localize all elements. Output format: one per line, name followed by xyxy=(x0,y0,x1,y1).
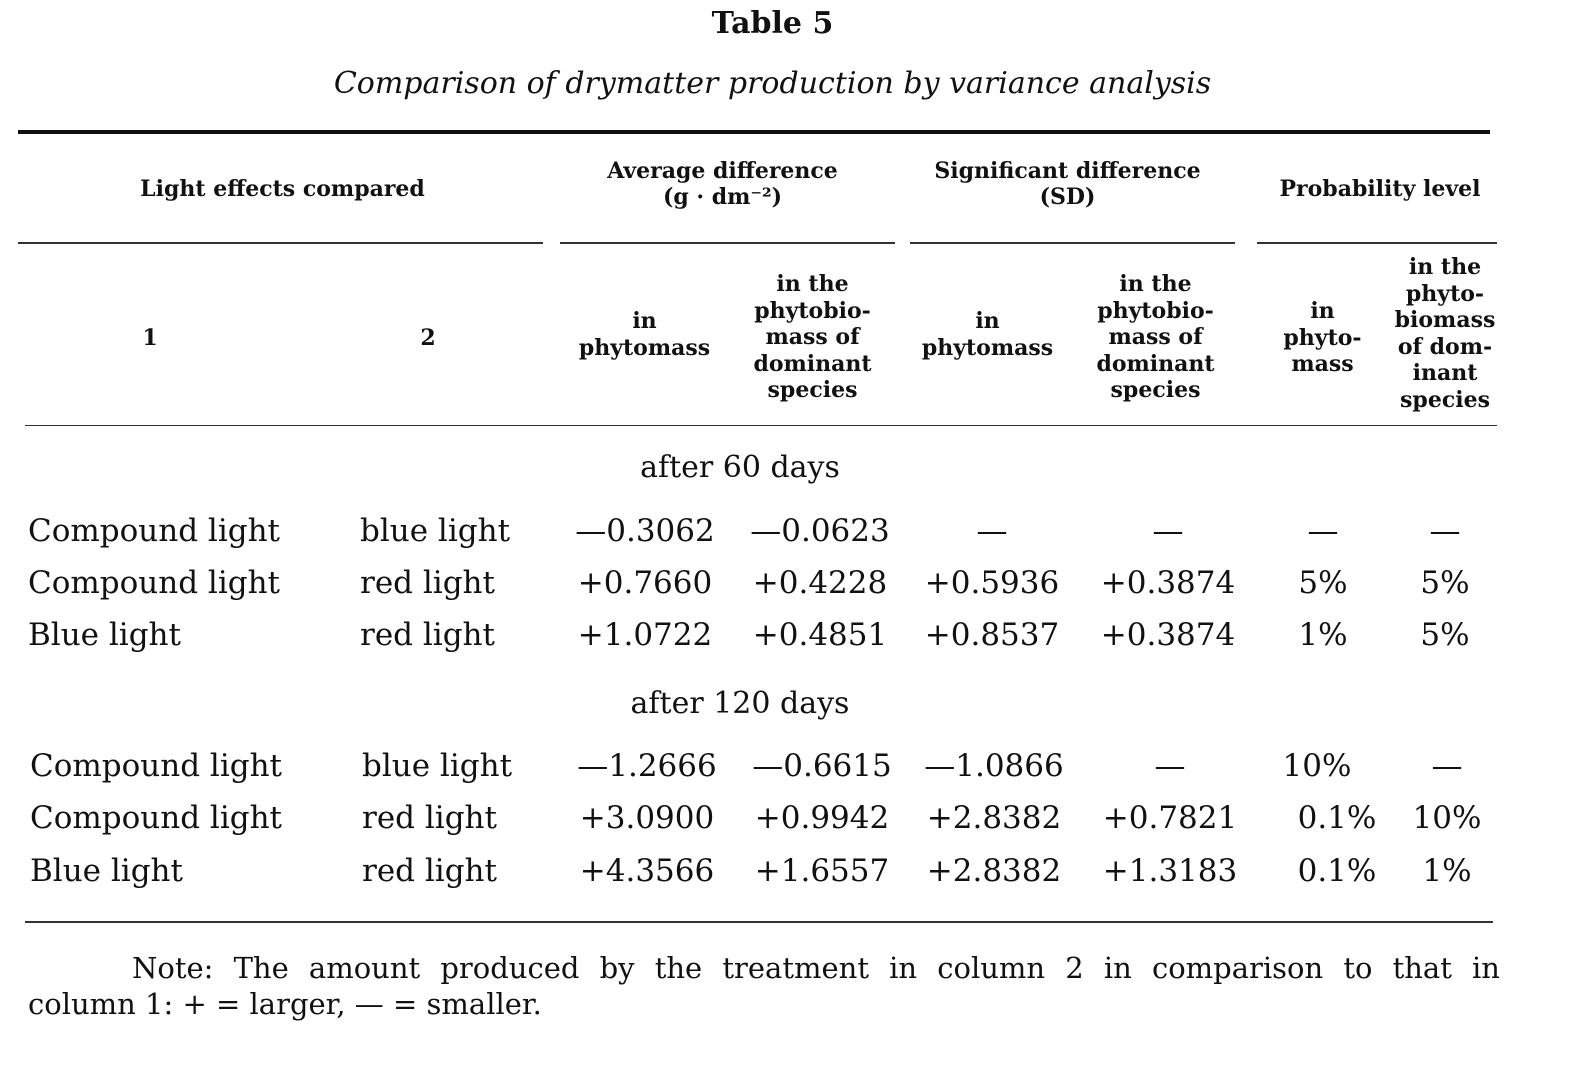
subheader-line: in the xyxy=(1119,271,1192,297)
subheader-line: dominant xyxy=(753,350,872,377)
subheader-line: in the xyxy=(776,271,849,297)
row-120-1-sd-dominant: — xyxy=(1154,748,1186,784)
subheader-avg-in-phytobiomass-dominant xyxy=(740,271,885,404)
row-120-2-col1: Compound light xyxy=(30,800,283,836)
row-120-3-sd-phytomass: +2.8382 xyxy=(926,853,1062,889)
table-title: Table 5 xyxy=(711,6,834,41)
row-120-3-col1: Blue light xyxy=(30,853,183,889)
row-60-2-sd-phytomass: +0.5936 xyxy=(924,565,1060,601)
subheader-line: mass xyxy=(1291,351,1354,377)
row-120-3-avg-dominant: +1.6557 xyxy=(754,853,890,889)
row-60-2-col1: Compound light xyxy=(28,565,281,601)
header-rule-average xyxy=(560,242,895,244)
row-60-1-col2: blue light xyxy=(360,513,511,549)
subheader-line: mass of xyxy=(765,324,860,350)
row-60-3-p-phytomass: 1% xyxy=(1298,617,1348,653)
row-60-1-col1: Compound light xyxy=(28,513,281,549)
header-significant-difference-line1: Significant difference xyxy=(934,158,1201,184)
row-60-2-sd-dominant: +0.3874 xyxy=(1100,565,1236,601)
subheader-line: phyto- xyxy=(1283,324,1362,351)
header-significant-difference xyxy=(905,158,1230,210)
row-120-2-sd-phytomass: +2.8382 xyxy=(926,800,1062,836)
subheader-line: phytomass xyxy=(578,334,711,361)
subheader-line: biomass xyxy=(1394,307,1496,333)
subheader-line: phytobio- xyxy=(754,297,871,324)
row-60-1-avg-dominant: —0.0623 xyxy=(750,513,890,549)
row-120-3-p-dominant: 1% xyxy=(1422,853,1472,889)
row-120-1-col1: Compound light xyxy=(30,748,283,784)
subheader-line: phytobio- xyxy=(1097,297,1214,324)
subheader-line: in xyxy=(1310,298,1335,324)
subheader-col1: 1 xyxy=(142,325,158,351)
row-120-2-sd-dominant: +0.7821 xyxy=(1102,800,1238,836)
row-60-2-avg-phytomass: +0.7660 xyxy=(577,565,713,601)
subheader-line: in the xyxy=(1408,254,1482,280)
subheader-line: phytomass xyxy=(921,334,1054,361)
subheader-sd-in-phytobiomass-dominant xyxy=(1083,271,1228,404)
subheader-line: species xyxy=(767,377,858,403)
section-label-120-days: after 120 days xyxy=(630,686,850,721)
row-120-3-avg-phytomass: +4.3566 xyxy=(579,853,715,889)
row-120-1-sd-phytomass: —1.0866 xyxy=(924,748,1064,784)
subheader-line: of dom- xyxy=(1397,333,1493,360)
top-rule xyxy=(18,130,1490,134)
row-120-1-avg-dominant: —0.6615 xyxy=(752,748,892,784)
subheader-prob-in-phytomass xyxy=(1270,298,1375,378)
row-60-1-p-dominant: — xyxy=(1429,513,1461,549)
row-120-2-p-dominant: 10% xyxy=(1412,800,1482,836)
subheader-line: species xyxy=(1110,377,1201,403)
row-60-1-p-phytomass: — xyxy=(1307,513,1339,549)
row-120-1-col2: blue light xyxy=(362,748,513,784)
note-line-1: Note: The amount produced by the treatment in column 2 in comparison to that in xyxy=(132,951,1500,985)
subheader-line: in xyxy=(975,308,1000,334)
subheader-col2: 2 xyxy=(420,325,436,351)
row-120-2-p-phytomass: 0.1% xyxy=(1297,800,1377,836)
subheader-sd-in-phytomass xyxy=(915,308,1060,361)
table-bottom-rule xyxy=(25,921,1493,923)
row-120-2-avg-phytomass: +3.0900 xyxy=(579,800,715,836)
row-120-3-sd-dominant: +1.3183 xyxy=(1102,853,1238,889)
header-rule-significant xyxy=(910,242,1235,244)
section-label-60-days: after 60 days xyxy=(640,450,840,485)
subheader-line: inant xyxy=(1412,360,1478,386)
row-60-2-avg-dominant: +0.4228 xyxy=(752,565,888,601)
row-60-3-p-dominant: 5% xyxy=(1420,617,1470,653)
subheader-line: dominant xyxy=(1096,350,1215,377)
row-60-2-col2: red light xyxy=(360,565,495,601)
header-average-difference xyxy=(560,158,885,210)
subheader-line: phyto- xyxy=(1405,280,1485,307)
header-average-difference-line2: (g · dm⁻²) xyxy=(662,184,783,210)
row-60-3-sd-dominant: +0.3874 xyxy=(1100,617,1236,653)
subheader-prob-in-phytobiomass-dominant xyxy=(1385,254,1505,413)
row-60-3-col1: Blue light xyxy=(28,617,181,653)
table-note xyxy=(28,950,1500,1022)
row-120-3-col2: red light xyxy=(362,853,497,889)
header-probability-level: Probability level xyxy=(1279,176,1481,202)
row-120-1-avg-phytomass: —1.2666 xyxy=(577,748,717,784)
row-120-3-p-phytomass: 0.1% xyxy=(1297,853,1377,889)
header-bottom-rule xyxy=(25,425,1497,426)
header-average-difference-line1: Average difference xyxy=(607,158,838,184)
row-60-3-avg-phytomass: +1.0722 xyxy=(577,617,713,653)
row-60-1-avg-phytomass: —0.3062 xyxy=(575,513,715,549)
header-light-effects: Light effects compared xyxy=(140,176,425,202)
row-120-2-col2: red light xyxy=(362,800,497,836)
row-60-1-sd-phytomass: — xyxy=(976,513,1008,549)
row-120-2-avg-dominant: +0.9942 xyxy=(754,800,890,836)
header-rule-probability xyxy=(1257,242,1497,244)
subheader-line: in xyxy=(632,308,657,334)
subheader-line: mass of xyxy=(1108,324,1203,350)
row-60-2-p-dominant: 5% xyxy=(1420,565,1470,601)
note-line-2: column 1: + = larger, — = smaller. xyxy=(28,987,542,1021)
row-120-1-p-phytomass: 10% xyxy=(1282,748,1352,784)
row-60-3-avg-dominant: +0.4851 xyxy=(752,617,888,653)
row-60-1-sd-dominant: — xyxy=(1152,513,1184,549)
row-60-3-sd-phytomass: +0.8537 xyxy=(924,617,1060,653)
row-120-1-p-dominant: — xyxy=(1431,748,1463,784)
row-60-3-col2: red light xyxy=(360,617,495,653)
header-rule-light xyxy=(18,242,543,244)
header-significant-difference-line2: (SD) xyxy=(1039,184,1096,210)
row-60-2-p-phytomass: 5% xyxy=(1298,565,1348,601)
subheader-avg-in-phytomass xyxy=(572,308,717,361)
table-subtitle: Comparison of drymatter production by variance analysis xyxy=(333,66,1212,101)
subheader-line: species xyxy=(1400,386,1490,413)
